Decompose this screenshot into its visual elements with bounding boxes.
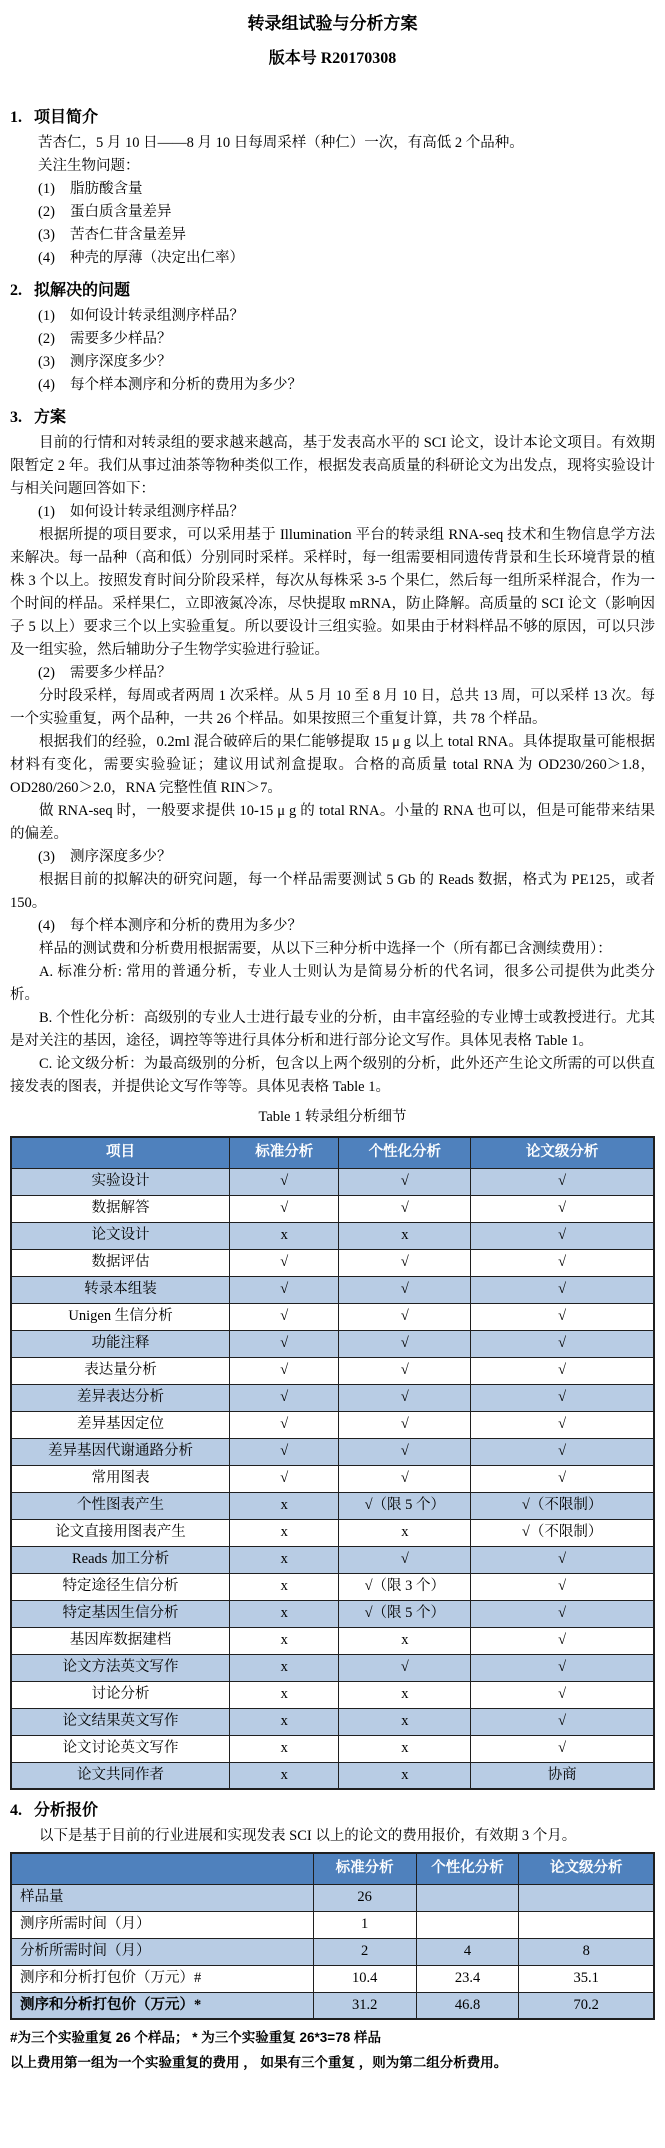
table-cell: 论文结果英文写作 (11, 1708, 230, 1735)
table-row (11, 1911, 654, 1938)
table-cell: √ (471, 1438, 654, 1465)
section-number: 1. (10, 109, 22, 126)
table-cell: √ (230, 1330, 339, 1357)
table-row (11, 1884, 654, 1911)
table-cell: 4 (416, 1938, 519, 1965)
table-cell: √ (339, 1276, 471, 1303)
column-header: 论文级分析 (471, 1137, 654, 1168)
table-cell: 差异基因代谢通路分析 (11, 1438, 230, 1465)
table-cell: 数据解答 (11, 1195, 230, 1222)
table-cell: √ (471, 1384, 654, 1411)
doc-version: 版本号 R20170308 (268, 50, 397, 67)
analysis-detail-table (10, 1136, 655, 1790)
table-cell: 2 (313, 1938, 416, 1965)
list-item (10, 224, 655, 247)
paragraph: 目前的行情和对转录组的要求越来越高，基于发表高水平的 SCI 论文，设计本论文项目。有效期限暂定 2 年。我们从事过油茶等物种类似工作，根据发表高质量的科研论文为出发点，现将实验设计与相关问题回答如下： (10, 435, 655, 497)
table-cell: √（不限制） (471, 1492, 654, 1519)
table-row (11, 1735, 654, 1762)
table-cell: 测序所需时间（月） (11, 1911, 313, 1938)
list-text: 需要多少样品？ (70, 331, 172, 347)
table-cell: 26 (313, 1884, 416, 1911)
table-cell: 特定基因生信分析 (11, 1600, 230, 1627)
list-item (10, 328, 655, 351)
section-title: 项目简介 (34, 109, 99, 126)
table-cell: 数据评估 (11, 1249, 230, 1276)
column-header-empty (11, 1853, 313, 1884)
table-cell: √ (230, 1438, 339, 1465)
table-row (11, 1465, 654, 1492)
table-cell: 论文讨论英文写作 (11, 1735, 230, 1762)
list-number: (3) (38, 354, 55, 370)
paragraph: A. 标准分析: 常用的普通分析，专业人士则认为是简易分析的代名词，很多公司提供为此类分析。 (10, 964, 655, 1003)
table-cell: √ (230, 1276, 339, 1303)
table-cell: √ (230, 1411, 339, 1438)
table-cell: 表达量分析 (11, 1357, 230, 1384)
list-number: (3) (38, 849, 55, 865)
table-cell (416, 1911, 519, 1938)
table-cell: Unigen 生信分析 (11, 1303, 230, 1330)
table-row (11, 1762, 654, 1789)
section-4-heading (10, 1799, 655, 1823)
table-cell: √ (471, 1303, 654, 1330)
list-number: (4) (38, 250, 55, 266)
question-line (10, 846, 655, 869)
paragraph: 根据所提的项目要求，可以采用基于 Illumination 平台的转录组 RNA-seq 技术和生物信息学方法来解决。每一品种（高和低）分别同时采样。采样时，每一组需要相同遗传背景和生长环境背景的植株 3 个以上。按照发育时间分阶段采样，每次从每株采 3-5 个果仁，然后每一组所采样混合，作为一个时间的样品。采样果仁，立即液氮冷冻，尽快提取 mRNA，防止降解。高质量的 SCI 论文（影响因子 5 以上）要求三个以上实验重复。所以要设计三组实验。如果由于材料样品不够的原因，可以只涉及一组实验，然后辅助分子生物学实验进行验证。 (10, 527, 655, 658)
column-header: 论文级分析 (519, 1853, 654, 1884)
table-row (11, 1222, 654, 1249)
table-cell: x (339, 1681, 471, 1708)
table-cell (519, 1911, 654, 1938)
table-cell: 转录本组装 (11, 1276, 230, 1303)
list-text: 每个样本测序和分析的费用为多少？ (70, 377, 302, 393)
table-row (11, 1546, 654, 1573)
column-header: 标准分析 (230, 1137, 339, 1168)
list-number: (1) (38, 308, 55, 324)
list-number: (2) (38, 665, 55, 681)
table-cell: √ (471, 1708, 654, 1735)
question-line (10, 501, 655, 524)
table-footnotes (10, 2025, 655, 2075)
table-cell: x (339, 1735, 471, 1762)
table-cell: 8 (519, 1938, 654, 1965)
table-cell: x (339, 1762, 471, 1789)
table-row (11, 1992, 654, 2019)
table-cell: √ (471, 1654, 654, 1681)
paragraph: C. 论文级分析：为最高级别的分析，包含以上两个级别的分析，此外还产生论文所需的可以供直接发表的图表，并提供论文写作等等。具体见表格 Table 1。 (10, 1056, 655, 1095)
table-cell: √ (339, 1168, 471, 1195)
table-cell: √ (471, 1735, 654, 1762)
column-header: 个性化分析 (416, 1853, 519, 1884)
list-item (10, 201, 655, 224)
list-number: (2) (38, 204, 55, 220)
table-cell: √ (471, 1465, 654, 1492)
list-number: (3) (38, 227, 55, 243)
table-row (11, 1573, 654, 1600)
table-row (11, 1195, 654, 1222)
table-row (11, 1411, 654, 1438)
table-cell: √ (471, 1573, 654, 1600)
paragraph: 苦杏仁，5 月 10 日——8 月 10 日每周采样（种仁）一次，有高低 2 个品种。 (38, 135, 524, 151)
table-cell: x (230, 1681, 339, 1708)
table-cell: √（限 5 个） (339, 1600, 471, 1627)
price-table-body (11, 1884, 654, 2019)
table-cell: 基因库数据建档 (11, 1627, 230, 1654)
table-cell: 论文共同作者 (11, 1762, 230, 1789)
table-cell: √ (339, 1249, 471, 1276)
table-cell: 测序和分析打包价（万元）# (11, 1965, 313, 1992)
list-number: (1) (38, 181, 55, 197)
table-cell: x (230, 1627, 339, 1654)
list-text: 苦杏仁苷含量差异 (70, 227, 186, 243)
list-number: (1) (38, 504, 55, 520)
table-cell: 论文方法英文写作 (11, 1654, 230, 1681)
table-cell: √ (471, 1276, 654, 1303)
list-text: 如何设计转录组测序样品？ (70, 504, 244, 520)
table-cell: 协商 (471, 1762, 654, 1789)
table-cell: √ (339, 1411, 471, 1438)
list-text: 需要多少样品？ (70, 665, 172, 681)
table-cell: √ (230, 1384, 339, 1411)
table-cell: √ (471, 1600, 654, 1627)
table-cell: 差异表达分析 (11, 1384, 230, 1411)
table-cell: √ (471, 1357, 654, 1384)
list-text: 测序深度多少？ (70, 849, 172, 865)
table-cell: √ (339, 1384, 471, 1411)
table-cell: √ (471, 1627, 654, 1654)
column-header: 个性化分析 (339, 1137, 471, 1168)
table-row (11, 1627, 654, 1654)
list-text: 测序深度多少？ (70, 354, 172, 370)
table-row (11, 1654, 654, 1681)
paragraph: 做 RNA-seq 时，一般要求提供 10-15 μ g 的 total RNA。小量的 RNA 也可以，但是可能带来结果的偏差。 (10, 803, 655, 842)
list-number: (4) (38, 377, 55, 393)
table-cell: √ (230, 1357, 339, 1384)
table-header-row (11, 1853, 654, 1884)
table-cell: √ (471, 1411, 654, 1438)
section-number: 2. (10, 282, 22, 299)
table-cell: x (230, 1573, 339, 1600)
table-cell: √ (230, 1249, 339, 1276)
table-cell: 功能注释 (11, 1330, 230, 1357)
table-cell: 35.1 (519, 1965, 654, 1992)
table-row (11, 1519, 654, 1546)
table-row (11, 1168, 654, 1195)
table-cell: √（限 5 个） (339, 1492, 471, 1519)
section-2-heading (10, 279, 655, 303)
table-cell: x (339, 1708, 471, 1735)
table-cell: √ (339, 1438, 471, 1465)
table-row (11, 1492, 654, 1519)
footnote: 以上费用第一组为一个实验重复的费用 ， 如果有三个重复 ，则为第二组分析费用。 (10, 2055, 508, 2070)
section-number: 3. (10, 409, 22, 426)
table-cell: √ (339, 1195, 471, 1222)
table-cell: √ (471, 1330, 654, 1357)
list-item (10, 178, 655, 201)
table-row (11, 1357, 654, 1384)
table-cell: 特定途径生信分析 (11, 1573, 230, 1600)
table-row (11, 1438, 654, 1465)
table-cell: 讨论分析 (11, 1681, 230, 1708)
paragraph: 根据目前的拟解决的研究问题，每一个样品需要测试 5 Gb 的 Reads 数据，格式为 PE125，或者 150。 (10, 872, 655, 911)
table-row (11, 1276, 654, 1303)
paragraph: 样品的测试费和分析费用根据需要，从以下三种分析中选择一个（所有都已含测续费用）： (39, 941, 612, 957)
table-row (11, 1708, 654, 1735)
table-cell: 论文直接用图表产生 (11, 1519, 230, 1546)
section-1-heading (10, 106, 655, 130)
table-cell (416, 1884, 519, 1911)
table-cell: x (230, 1735, 339, 1762)
paragraph: 以下是基于目前的行业进展和实现发表 SCI 以上的论文的费用报价，有效期 3 个月。 (39, 1828, 577, 1844)
question-line (10, 662, 655, 685)
list-text: 脂肪酸含量 (70, 181, 143, 197)
table-cell: 23.4 (416, 1965, 519, 1992)
column-header: 项目 (11, 1137, 230, 1168)
list-text: 种壳的厚薄（决定出仁率） (70, 250, 244, 266)
table-cell: √ (339, 1546, 471, 1573)
table-cell: √ (471, 1249, 654, 1276)
table-cell: x (230, 1519, 339, 1546)
table-cell: 样品量 (11, 1884, 313, 1911)
section-title: 拟解决的问题 (34, 282, 131, 299)
table-cell: x (339, 1627, 471, 1654)
list-item (10, 305, 655, 328)
table-cell: √ (471, 1681, 654, 1708)
table-cell: 实验设计 (11, 1168, 230, 1195)
list-text: 如何设计转录组测序样品？ (70, 308, 244, 324)
table-cell: √ (339, 1654, 471, 1681)
table-cell: x (230, 1708, 339, 1735)
table-cell: √ (471, 1546, 654, 1573)
table-cell: √ (339, 1330, 471, 1357)
paragraph: 分时段采样，每周或者两周 1 次采样。从 5 月 10 至 8 月 10 日，总共 13 周，可以采样 13 次。每一个实验重复，两个品种，一共 26 个样品。如果按照三个重复计算，共 78 个样品。 (10, 688, 655, 727)
section-number: 4. (10, 1802, 22, 1819)
table-cell: √ (339, 1303, 471, 1330)
table-cell: √ (230, 1303, 339, 1330)
list-item (10, 247, 655, 270)
table-cell: Reads 加工分析 (11, 1546, 230, 1573)
table-row (11, 1249, 654, 1276)
footnote: #为三个实验重复 26 个样品； * 为三个实验重复 26*3=78 样品 (10, 2030, 381, 2045)
table-row (11, 1681, 654, 1708)
section-title: 方案 (34, 409, 67, 426)
list-text: 每个样本测序和分析的费用为多少？ (70, 918, 302, 934)
table-cell: x (339, 1519, 471, 1546)
paragraph: B. 个性化分析：高级别的专业人士进行最专业的分析，由丰富经验的专业博士或教授进行。尤其是对关注的基因，途径，调控等等进行具体分析和进行部分论文写作。具体见表格 Table 1。 (10, 1010, 655, 1049)
section-title: 分析报价 (34, 1802, 99, 1819)
list-number: (2) (38, 331, 55, 347)
question-line (10, 915, 655, 938)
table-cell: √ (230, 1465, 339, 1492)
table-cell: √ (230, 1168, 339, 1195)
table-cell: √ (339, 1357, 471, 1384)
table-cell: √ (339, 1465, 471, 1492)
section-3-heading (10, 406, 655, 430)
table-cell (519, 1884, 654, 1911)
table-cell: 分析所需时间（月） (11, 1938, 313, 1965)
table-cell: 测序和分析打包价（万元）* (11, 1992, 313, 2019)
table-cell: 46.8 (416, 1992, 519, 2019)
table-cell: x (230, 1492, 339, 1519)
list-item (10, 374, 655, 397)
table-cell: 差异基因定位 (11, 1411, 230, 1438)
price-table (10, 1852, 655, 2020)
table-cell: 70.2 (519, 1992, 654, 2019)
table-cell: 31.2 (313, 1992, 416, 2019)
table-cell: 论文设计 (11, 1222, 230, 1249)
paragraph: 根据我们的经验，0.2ml 混合破碎后的果仁能够提取 15 μ g 以上 total RNA。具体提取量可能根据材料有变化，需要实验验证；建议用试剂盒提取。合格的高质量 total RNA 为 OD230/260＞1.8，OD280/260＞2.0，RNA 完整性值 RIN＞7。 (10, 734, 655, 796)
table-cell: √（限 3 个） (339, 1573, 471, 1600)
table-row (11, 1384, 654, 1411)
table-row (11, 1600, 654, 1627)
table-row (11, 1303, 654, 1330)
table-cell: x (230, 1762, 339, 1789)
analysis-detail-table-body (11, 1168, 654, 1789)
column-header: 标准分析 (313, 1853, 416, 1884)
table-cell: x (230, 1654, 339, 1681)
list-item (10, 351, 655, 374)
paragraph: 关注生物问题： (38, 158, 140, 174)
table1-caption: Table 1 转录组分析细节 (258, 1109, 407, 1125)
table-cell: x (339, 1222, 471, 1249)
table-cell: √（不限制） (471, 1519, 654, 1546)
table-row (11, 1938, 654, 1965)
table-cell: 1 (313, 1911, 416, 1938)
table-cell: 常用图表 (11, 1465, 230, 1492)
table-cell: √ (471, 1168, 654, 1195)
list-text: 蛋白质含量差异 (70, 204, 172, 220)
list-number: (4) (38, 918, 55, 934)
table-cell: x (230, 1222, 339, 1249)
table-cell: 10.4 (313, 1965, 416, 1992)
table-cell: √ (230, 1195, 339, 1222)
table-cell: x (230, 1600, 339, 1627)
table-header-row (11, 1137, 654, 1168)
table-cell: √ (471, 1195, 654, 1222)
table-cell: 个性图表产生 (11, 1492, 230, 1519)
table-cell: √ (471, 1222, 654, 1249)
doc-title: 转录组试验与分析方案 (247, 14, 418, 33)
table-cell: x (230, 1546, 339, 1573)
table-row (11, 1965, 654, 1992)
table-row (11, 1330, 654, 1357)
